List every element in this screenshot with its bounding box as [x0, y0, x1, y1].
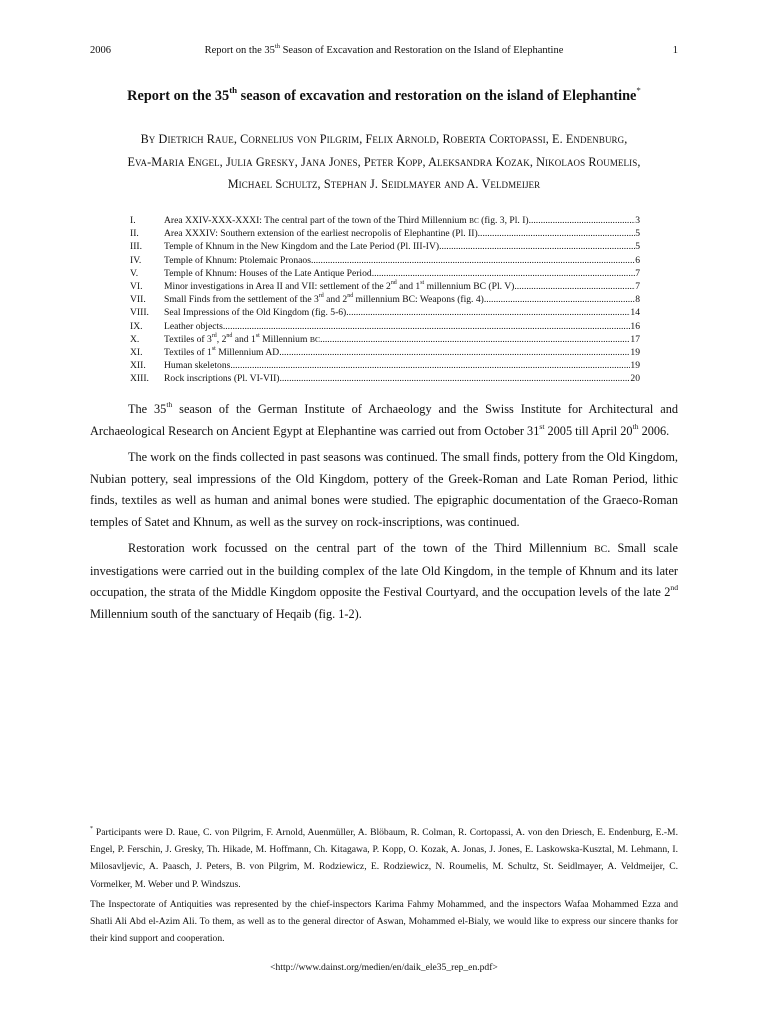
- toc-entry[interactable]: [130, 254, 640, 267]
- author-line: By Dietrich Raue, Cornelius von Pilgrim, Felix Arnold, Roberta Cortopassi, E. Endenburg,: [140, 132, 628, 146]
- toc-leader: [484, 293, 635, 306]
- toc-number: II.: [130, 228, 139, 240]
- footnotes: [90, 824, 678, 947]
- toc-number: VI.: [130, 280, 143, 292]
- toc-number: IV.: [130, 254, 142, 266]
- footer-url[interactable]: <http://www.dainst.org/medien/en/daik_ele35_rep_en.pdf>: [270, 962, 498, 973]
- toc-page-number: 16: [630, 320, 640, 332]
- toc-leader: [311, 254, 635, 267]
- running-header: [90, 44, 678, 58]
- toc-number: VIII.: [130, 307, 149, 319]
- header-title: Report on the 35th Season of Excavation and Restoration on the Island of Elephantine: [204, 42, 564, 56]
- toc-title: Temple of Khnum: Houses of the Late Antique Period: [164, 267, 372, 279]
- footnote-mark: *: [90, 826, 93, 833]
- toc-number: X.: [130, 333, 140, 345]
- page-number: 1: [672, 45, 678, 56]
- title-footnote-mark: *: [636, 85, 641, 96]
- toc-leader: [279, 346, 630, 359]
- author-line: Eva-Maria Engel, Julia Gresky, Jana Jones, Peter Kopp, Aleksandra Kozak, Nikolaos Roumelis,: [127, 154, 641, 169]
- toc-page-number: 7: [635, 267, 640, 279]
- toc-title: Textiles of 3rd, 2nd and 1st Millennium BC: [164, 332, 321, 345]
- toc-page-number: 6: [635, 254, 640, 266]
- toc-page-number: 20: [630, 373, 640, 385]
- toc-title: Rock inscriptions (Pl. VI-VII): [164, 373, 280, 385]
- toc-number: XI.: [130, 346, 143, 358]
- toc-page-number: 5: [635, 241, 640, 253]
- toc-number: XII.: [130, 360, 146, 372]
- toc-number: XIII.: [130, 373, 149, 385]
- toc-page-number: 19: [630, 360, 640, 372]
- toc-page-number: 19: [630, 346, 640, 358]
- toc-entry[interactable]: [130, 227, 640, 240]
- header-year: 2006: [90, 45, 111, 56]
- toc-leader: [372, 267, 636, 280]
- toc-title: Area XXIV-XXX-XXXI: The central part of the town of the Third Millennium BC (fig. 3, Pl. I): [164, 215, 529, 226]
- toc-entry[interactable]: [130, 214, 640, 227]
- toc-title: Seal Impressions of the Old Kingdom (fig. 5-6): [164, 307, 347, 319]
- toc-number: IX.: [130, 320, 143, 332]
- toc-entry[interactable]: [130, 333, 640, 346]
- toc-entry[interactable]: [130, 320, 640, 333]
- toc-number: III.: [130, 241, 142, 253]
- toc-page-number: 5: [635, 228, 640, 240]
- toc-entry[interactable]: [130, 372, 640, 385]
- toc-title: Area XXXIV: Southern extension of the earliest necropolis of Elephantine (Pl. II): [164, 228, 478, 240]
- toc-leader: [439, 240, 635, 253]
- toc-title: Temple of Khnum: Ptolemaic Pronaos: [164, 254, 311, 266]
- toc-title: Temple of Khnum in the New Kingdom and the Late Period (Pl. III-IV): [164, 241, 440, 253]
- footnote-inspectorate: The Inspectorate of Antiquities was represented by the chief-inspectors Karima Fahmy Mohammed, and the inspectors Wafaa Mohammed Ezza and Shatli Ali Abd el-Azim Ali. To them, as well as to the general director of Aswan, Mohammed el-Bialy, we would like to express our sincere thanks for their kind support and cooperation.: [90, 898, 678, 945]
- toc-page-number: 3: [635, 215, 640, 226]
- toc-title: Human skeletons: [164, 360, 231, 372]
- toc-number: VII.: [130, 294, 146, 306]
- toc-page-number: 17: [630, 333, 640, 345]
- toc-leader: [279, 372, 630, 385]
- toc-title: Small Finds from the settlement of the 3rd and 2nd millennium BC: Weapons (fig. 4): [164, 293, 484, 306]
- toc-page-number: 14: [630, 307, 640, 319]
- body-paragraph: Restoration work focussed on the central part of the town of the Third Millennium BC. Small scale investigations were carried out in the building complex of the late Old Kingdom, in the temple of Khnum and its later occupation, the strata of the Middle Kingdom opposite the Festival Courtyard, and the occupation levels of the late 2nd Millennium south of the sanctuary of Heqaib (fig. 1-2).: [90, 541, 678, 621]
- toc-entry[interactable]: [130, 359, 640, 372]
- toc-entry[interactable]: [130, 346, 640, 359]
- toc-leader: [514, 280, 635, 293]
- toc-leader: [223, 320, 631, 333]
- toc-title: Textiles of 1st Millennium AD: [164, 346, 280, 358]
- toc-entry[interactable]: [130, 240, 640, 253]
- main-text: [90, 399, 678, 630]
- toc-number: V.: [130, 267, 139, 279]
- body-paragraph: The 35th season of the German Institute of Archaeology and the Swiss Institute for Architectural and Archaeological Research on Ancient Egypt at Elephantine was carried out from October 31st 2005 till April 20th 2006.: [90, 400, 678, 438]
- toc-leader: [346, 306, 630, 319]
- toc-entry[interactable]: [130, 280, 640, 293]
- toc-leader: [230, 359, 630, 372]
- toc-title: Minor investigations in Area II and VII: settlement of the 2nd and 1st millennium BC (Pl. V): [164, 280, 515, 292]
- body-paragraph: The work on the finds collected in past seasons was continued. The small finds, pottery from the Old Kingdom, Nubian pottery, seal impressions of the Old Kingdom, pottery of the Greek-Roman and Late Roman Period, lithic finds, textiles as well as human and animal bones were studied. The epigraphic documentation of the Graeco-Roman temples of Satet and Khnum, as well as the survey on rock-inscriptions, was continued.: [90, 450, 678, 529]
- report-title: Report on the 35th season of excavation and restoration on the island of Elephantine*: [127, 85, 641, 104]
- toc-page-number: 8: [635, 294, 640, 306]
- author-line: Michael Schultz, Stephan J. Seidlmayer and A. Veldmeijer: [227, 177, 541, 191]
- toc-entry[interactable]: [130, 306, 640, 319]
- toc-number: I.: [130, 215, 136, 226]
- toc-leader: [478, 227, 636, 240]
- toc-entry[interactable]: [130, 267, 640, 280]
- toc-leader: [529, 214, 636, 228]
- table-of-contents: [130, 214, 640, 385]
- footnote-participants: * Participants were D. Raue, C. von Pilgrim, F. Arnold, Auenmüller, A. Blöbaum, R. Colman, R. Cortopassi, A. von den Driesch, E. Endenburg, E.-M. Engel, P. Ferschin, J. Gresky, Th. Hikade, M. Hoffmann, Ch. Kitagawa, P. Kopp, O. Kozak, A. Jonas, J. Jones, E. Laskowska-Kusztal, M. Lehmann, I. Milosavljevic, A. Paasch, J. Peters, B. von Pilgrim, M. Rodziewicz, E. Rodziewicz, N. Roumelis, M. Schultz, St. Seidlmayer, A. Veldmeijer, C. Vormelker, M. Weber und P. Windszus.: [90, 826, 678, 890]
- toc-entry[interactable]: [130, 293, 640, 306]
- toc-page-number: 7: [635, 280, 640, 292]
- author-list: [80, 128, 688, 196]
- toc-title: Leather objects: [164, 320, 223, 332]
- toc-leader: [320, 333, 630, 346]
